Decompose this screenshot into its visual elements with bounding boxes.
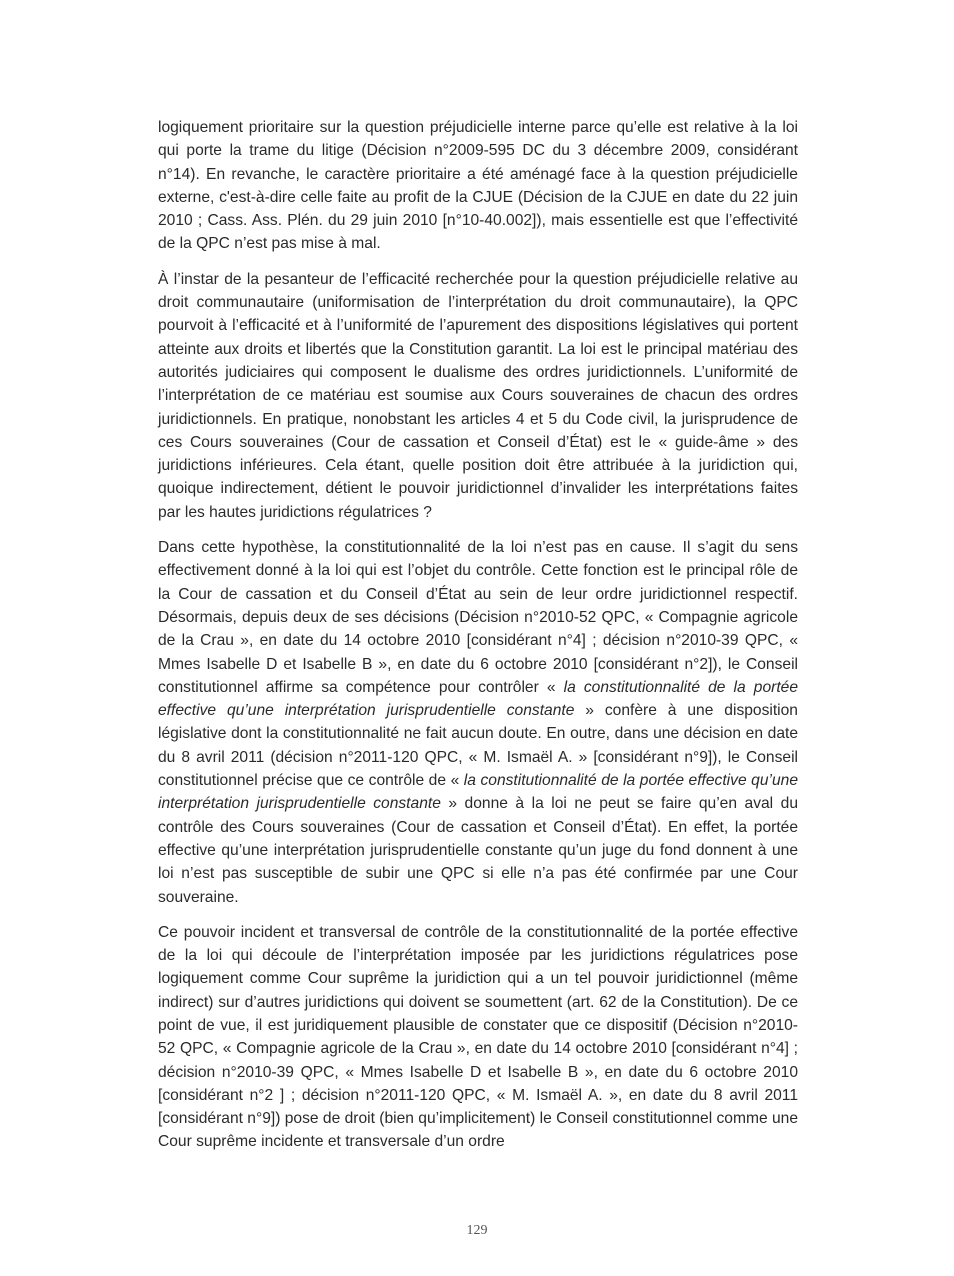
document-body (158, 116, 798, 1166)
paragraph-3-text-1: Dans cette hypothèse, la constitutionnalité de la loi n’est pas en cause. Il s’agit du sens effectivement donné à la loi qui est l’objet du contrôle. Cette fonction est le principal rôle de la Cour de cassation et du Conseil d’État au sein de leur ordre juridictionnel respectif. Désormais, depuis deux de ses décisions (Décision n°2010-52 QPC, « Compagnie agricole de la Crau », en date du 14 octobre 2010 [considérant n°4] ; décision n°2010-39 QPC, « Mmes Isabelle D et Isabelle B », en date du 6 octobre 2010 [considérant n°2]), le Conseil constitutionnel affirme sa compétence pour contrôler « (158, 539, 798, 696)
paragraph-3 (158, 536, 798, 909)
paragraph-3-text-2: » confère à une disposition législative dont la constitutionnalité ne fait aucun doute. En outre, dans une décision en date du 8 avril 2011 (décision n°2011-120 QPC, « M. Ismaël A. » [considérant n°9]), le Conseil constitutionnel précise que ce contrôle de « (158, 702, 798, 790)
paragraph-3-quote-1: la constitutionnalité de la portée effective qu’une interprétation jurisprudentielle constante (158, 678, 798, 720)
paragraph-2: À l’instar de la pesanteur de l’efficacité recherchée pour la question préjudicielle relative au droit communautaire (uniformisation de l’interprétation du droit communautaire), la QPC pourvoit à l’efficacité et à l’uniformité de l’apurement des dispositions législatives qui portent atteinte aux droits et libertés que la Constitution garantit. La loi est le principal matériau des autorités judiciaires qui composent le dualisme des ordres juridictionnels. L’uniformité de l’interprétation de ce matériau est soumise aux Cours souveraines de chacun des ordres juridictionnels. En pratique, nonobstant les articles 4 et 5 du Code civil, la jurisprudence de ces Cours souveraines (Cour de cassation et Conseil d’État) est le « guide-âme » des juridictions inférieures. Cela étant, quelle position doit être attribuée à la juridiction qui, quoique indirectement, détient le pouvoir juridictionnel d’invalider les interprétations faites par les hautes juridictions régulatrices ? (158, 270, 798, 521)
paragraph-3-text-3: » donne à la loi ne peut se faire qu’en aval du contrôle des Cours souveraines (Cour de cassation et Conseil d’État). En effet, la portée effective qu’une interprétation jurisprudentielle constante qu’un juge du fond donnent à une loi n’est pas susceptible de subir une QPC si elle n’a pas été confirmée par une Cour souveraine. (158, 795, 798, 906)
paragraph-4: Ce pouvoir incident et transversal de contrôle de la constitutionnalité de la portée effective de la loi qui découle de l’interprétation imposée par les juridictions régulatrices pose logiquement comme Cour suprême la juridiction qui a un tel pouvoir juridictionnel (même indirect) sur d’autres juridictions qui doivent se soumettent (art. 62 de la Constitution). De ce point de vue, il est juridiquement plausible de constater que ce dispositif (Décision n°2010-52 QPC, « Compagnie agricole de la Crau », en date du 14 octobre 2010 [considérant n°4] ; décision n°2010-39 QPC, « Mmes Isabelle D et Isabelle B », en date du 6 octobre 2010 [considérant n°2 ] ; décision n°2011-120 QPC, « M. Ismaël A. », en date du 8 avril 2011 [considérant n°9]) pose de droit (bien qu’implicitement) le Conseil constitutionnel comme une Cour suprême incidente et transversale d’un ordre (158, 923, 798, 1151)
page-number: 129 (466, 1223, 488, 1238)
paragraph-1: logiquement prioritaire sur la question préjudicielle interne parce qu’elle est relative à la loi qui porte la trame du litige (Décision n°2009-595 DC du 3 décembre 2009, considérant n°14). En revanche, le caractère prioritaire a été aménagé face à la question préjudicielle externe, c'est-à-dire celle faite au profit de la CJUE (Décision de la CJUE en date du 22 juin 2010 ; Cass. Ass. Plén. du 29 juin 2010 [n°10-40.002]), mais essentielle est que l’effectivité de la QPC n’est pas mise à mal. (158, 119, 798, 253)
paragraph-3-quote-2: la constitutionnalité de la portée effective qu’une interprétation jurisprudentielle constante (158, 772, 798, 813)
